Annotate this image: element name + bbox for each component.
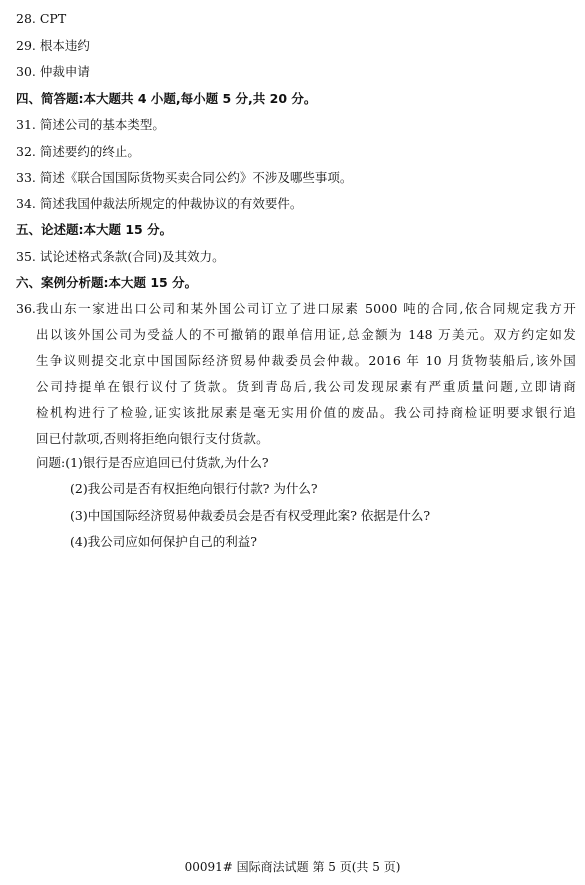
case-question-36 (16, 296, 576, 456)
page-footer: 00091# 国际商法试题 第 5 页(共 5 页) (184, 860, 401, 874)
case-question-2: (2)我公司是否有权拒绝向银行付款? 为什么? (70, 481, 318, 496)
question-34: 34. 简述我国仲裁法所规定的仲裁协议的有效要件。 (16, 196, 303, 211)
question-29: 29. 根本违约 (16, 38, 90, 53)
case-line: 我山东一家进出口公司和某外国公司订立了进口尿素 5000 吨的合同,依合同规定我方开 (36, 301, 576, 316)
section-heading-case-analysis: 六、案例分析题:本大题 15 分。 (16, 275, 198, 290)
question-28: 28. CPT (16, 11, 67, 26)
question-30: 30. 仲裁申请 (16, 64, 90, 79)
section-heading-essay: 五、论述题:本大题 15 分。 (16, 222, 173, 237)
question-35: 35. 试论述格式条款(合同)及其效力。 (16, 249, 225, 264)
case-line: 公司持提单在银行议付了货款。货到青岛后,我公司发现尿素有严重质量问题,立即请商 (36, 379, 576, 394)
case-question-1: 问题:(1)银行是否应追回已付货款,为什么? (36, 455, 269, 470)
question-32: 32. 简述要约的终止。 (16, 144, 140, 159)
case-question-4: (4)我公司应如何保护自己的利益? (70, 534, 257, 549)
question-33: 33. 简述《联合国国际货物买卖合同公约》不涉及哪些事项。 (16, 170, 353, 185)
question-31: 31. 简述公司的基本类型。 (16, 117, 165, 132)
case-number: 36. (16, 301, 36, 316)
case-line: 生争议则提交北京中国国际经济贸易仲裁委员会仲裁。2016 年 10 月货物装船后,该外国 (36, 353, 576, 368)
case-line: 检机构进行了检验,证实该批尿素是毫无实用价值的废品。我公司持商检证明要求银行追 (36, 405, 576, 420)
section-heading-short-answer: 四、简答题:本大题共 4 小题,每小题 5 分,共 20 分。 (16, 91, 317, 106)
case-line: 出以该外国公司为受益人的不可撤销的跟单信用证,总金额为 148 万美元。双方约定如发 (36, 327, 576, 342)
case-line: 回已付款项,否则将拒绝向银行支付货款。 (36, 431, 269, 446)
case-question-3: (3)中国国际经济贸易仲裁委员会是否有权受理此案? 依据是什么? (70, 508, 431, 523)
case-text (36, 296, 576, 452)
